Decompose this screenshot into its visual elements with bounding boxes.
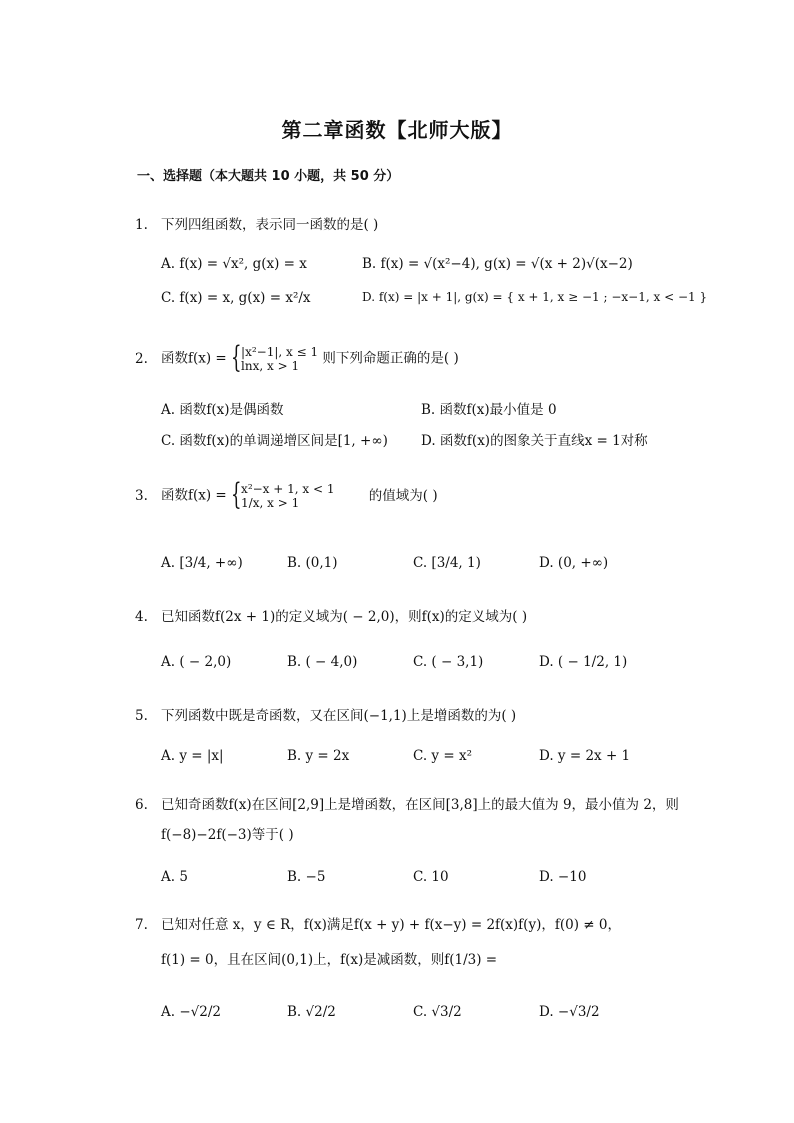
question-2 — [135, 340, 459, 375]
option-c: C. 10 — [413, 869, 449, 885]
brace-icon: { — [231, 477, 242, 512]
option-c: C. [3/4, 1) — [413, 555, 481, 571]
question-number: 5. — [135, 708, 148, 724]
brace-icon: { — [231, 340, 242, 375]
question-3 — [135, 477, 438, 512]
question-stem-prefix: 函数f(x) = — [161, 350, 227, 367]
question-stem: 下列函数中既是奇函数，又在区间(−1,1)上是增函数的为( ) — [161, 708, 517, 724]
question-6 — [135, 793, 679, 813]
question-stem-prefix: 函数f(x) = — [161, 487, 227, 504]
option-b: B. 函数f(x)最小值是 0 — [421, 402, 557, 418]
question-stem: 下列四组函数，表示同一函数的是( ) — [161, 217, 379, 233]
question-1 — [135, 213, 378, 233]
option-b: B. −5 — [287, 869, 326, 885]
option-a: A. 函数f(x)是偶函数 — [161, 402, 284, 418]
option-d: D. −√3/2 — [539, 1004, 600, 1020]
question-stem: 已知函数f(2x + 1)的定义域为( − 2,0)，则f(x)的定义域为( ) — [161, 609, 528, 625]
option-d: D. f(x) = |x + 1|, g(x) = { x + 1, x ≥ −1 ; −x−1, x < −1 } — [362, 290, 708, 304]
question-stem-continued: f(1) = 0，且在区间(0,1)上，f(x)是减函数，则f(1/3) = — [161, 952, 498, 968]
option-d: D. −10 — [539, 869, 587, 885]
option-a: A. −√2/2 — [161, 1004, 221, 1020]
question-4 — [135, 605, 527, 625]
option-c: C. y = x² — [413, 748, 472, 764]
option-d: D. 函数f(x)的图象关于直线x = 1对称 — [421, 433, 648, 449]
option-b: B. ( − 4,0) — [287, 654, 358, 670]
question-stem: 已知奇函数f(x)在区间[2,9]上是增函数，在区间[3,8]上的最大值为 9，最小值为 2，则 — [161, 797, 679, 813]
option-a: A. f(x) = √x², g(x) = x — [161, 256, 307, 272]
question-stem-suffix: 的值域为( ) — [368, 487, 438, 504]
piece-2: lnx, x > 1 — [241, 359, 300, 373]
option-b: B. y = 2x — [287, 748, 350, 764]
piecewise-definition — [231, 340, 319, 375]
option-b: B. (0,1) — [287, 555, 338, 571]
question-5 — [135, 704, 516, 724]
question-stem: 已知对任意 x，y ∈ R，f(x)满足f(x + y) + f(x−y) = 2f(x)f(y)，f(0) ≠ 0， — [161, 917, 621, 933]
option-c: C. ( − 3,1) — [413, 654, 484, 670]
piecewise-definition — [231, 477, 335, 512]
option-a: A. [3/4, +∞) — [161, 555, 243, 571]
option-a: A. 5 — [161, 869, 188, 885]
question-number: 6. — [135, 797, 148, 813]
piece-2: 1/x, x > 1 — [241, 496, 300, 510]
option-a: A. ( − 2,0) — [161, 654, 232, 670]
question-7 — [135, 913, 621, 933]
piece-1: x²−x + 1, x < 1 — [241, 482, 335, 496]
question-number: 3. — [135, 487, 148, 504]
option-c: C. 函数f(x)的单调递增区间是[1, +∞) — [161, 433, 388, 449]
section-heading: 一、选择题（本大题共 10 小题，共 50 分） — [137, 169, 400, 184]
question-number: 7. — [135, 917, 148, 933]
option-c: C. √3/2 — [413, 1004, 462, 1020]
option-d: D. ( − 1/2, 1) — [539, 654, 628, 670]
option-c: C. f(x) = x, g(x) = x²/x — [161, 290, 311, 306]
option-d: D. (0, +∞) — [539, 555, 609, 571]
option-b: B. √2/2 — [287, 1004, 336, 1020]
question-number: 2. — [135, 350, 148, 367]
question-number: 1. — [135, 217, 148, 233]
question-stem-continued: f(−8)−2f(−3)等于( ) — [161, 827, 294, 843]
option-a: A. y = |x| — [161, 748, 224, 764]
question-number: 4. — [135, 609, 148, 625]
option-d: D. y = 2x + 1 — [539, 748, 631, 764]
piece-1: |x²−1|, x ≤ 1 — [241, 345, 319, 359]
option-b: B. f(x) = √(x²−4), g(x) = √(x + 2)√(x−2) — [362, 256, 633, 272]
page-title: 第二章函数【北师大版】 — [281, 118, 513, 142]
question-stem-suffix: 则下列命题正确的是( ) — [322, 350, 459, 367]
